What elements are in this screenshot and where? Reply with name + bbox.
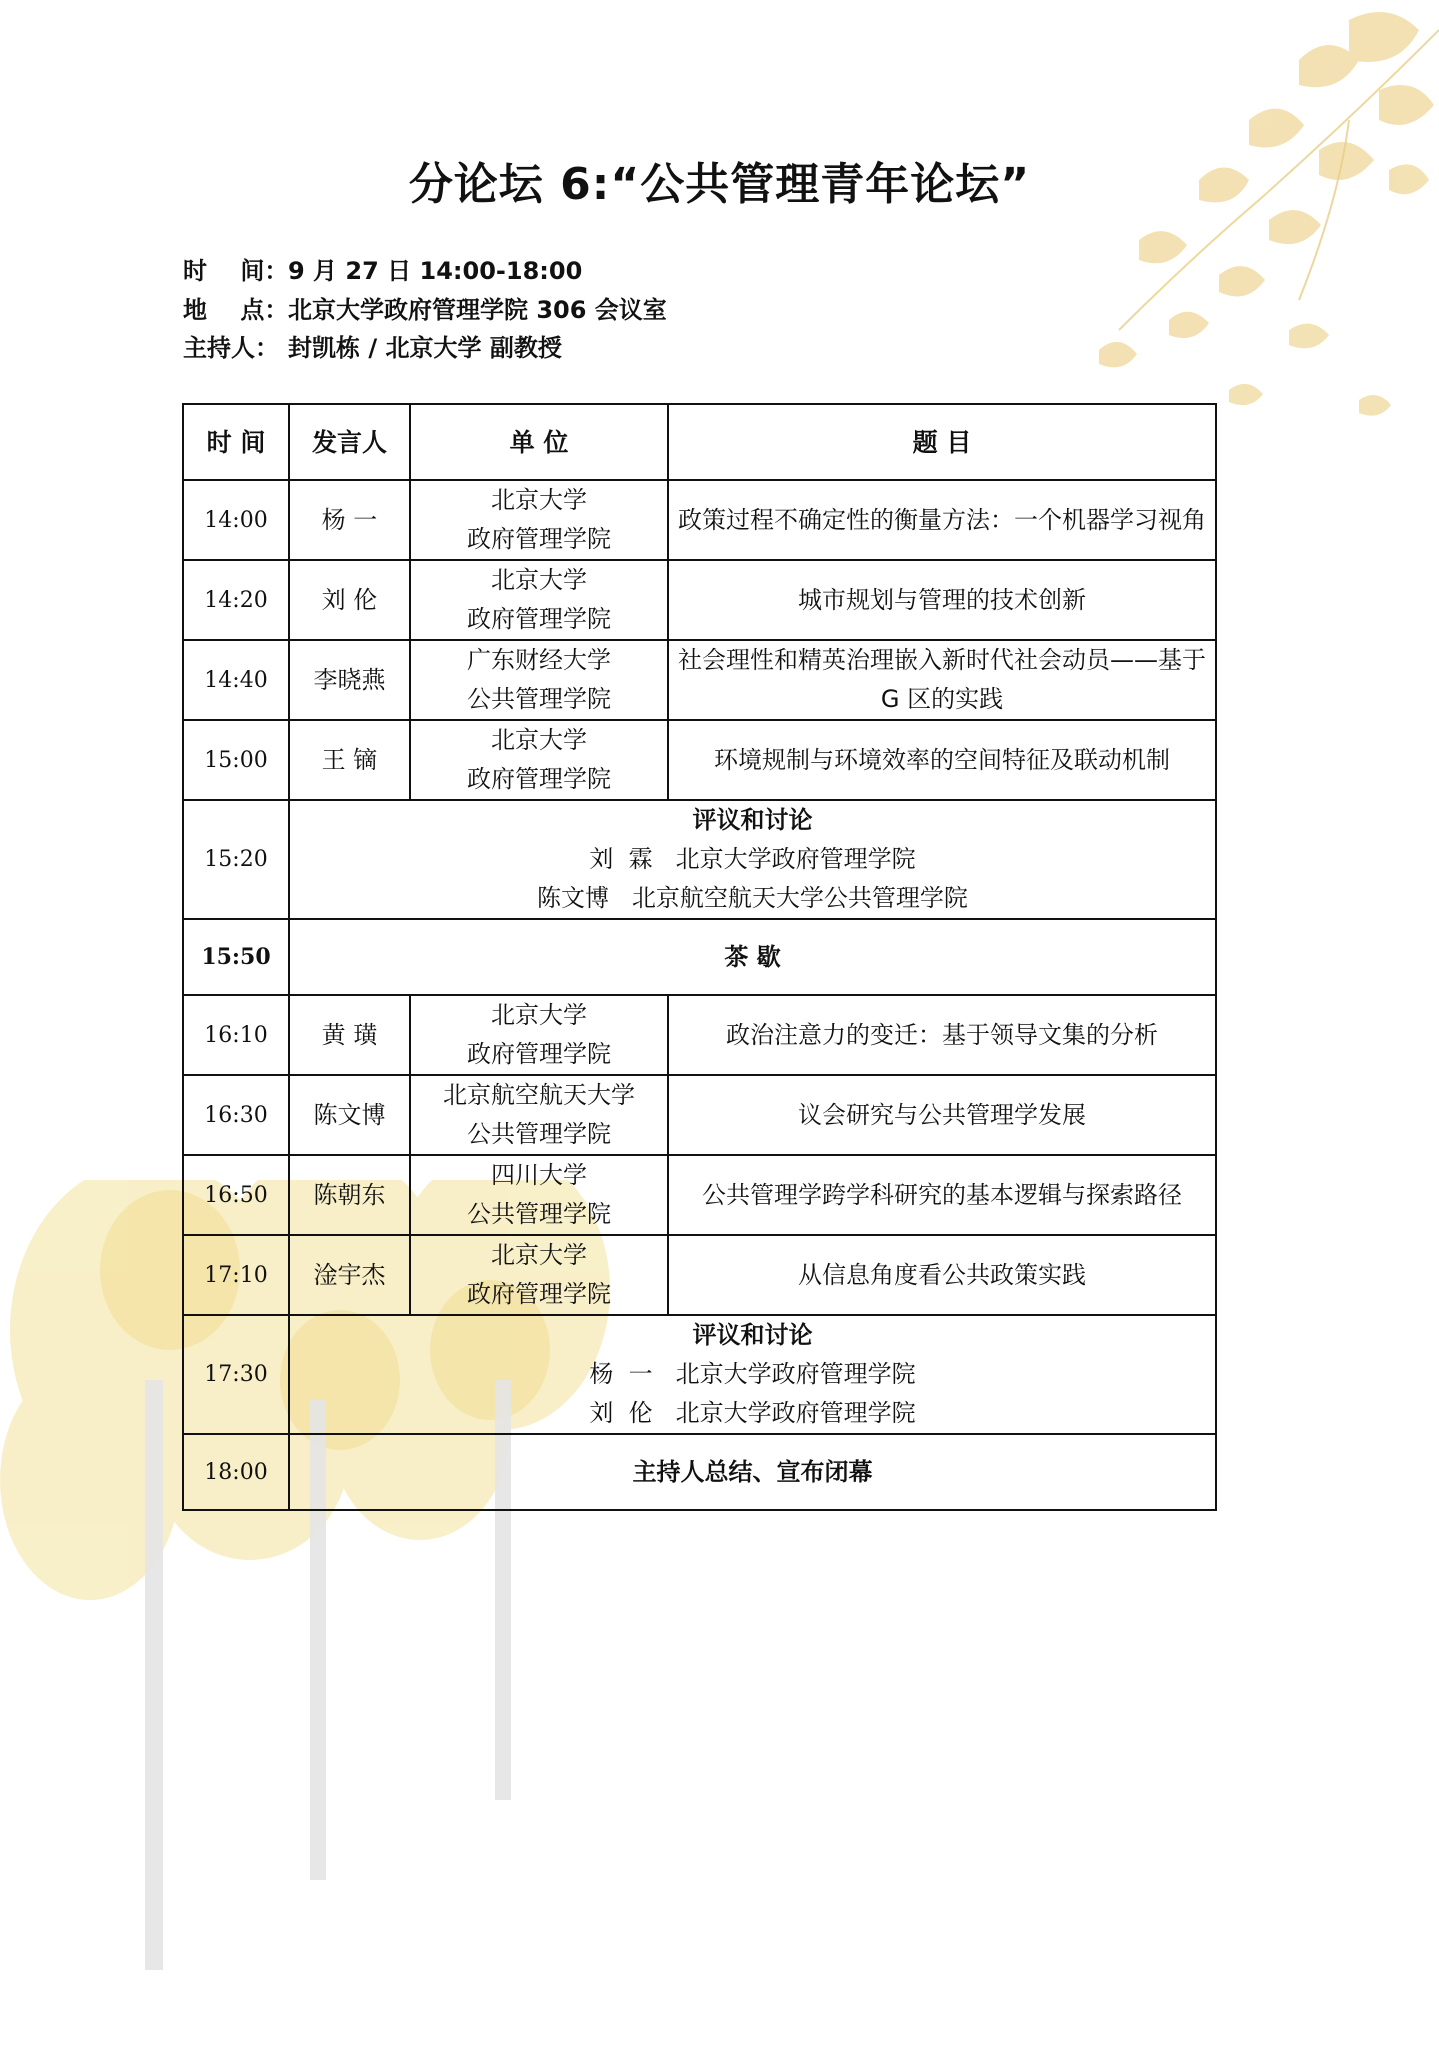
table-row <box>183 480 1216 560</box>
row-time: 14:40 <box>183 640 289 720</box>
row-unit <box>410 1235 668 1315</box>
row-time: 16:10 <box>183 995 289 1075</box>
unit-line-2: 政府管理学院 <box>467 1040 611 1068</box>
unit-line-2: 政府管理学院 <box>467 525 611 553</box>
host-value: 封凯栋 / 北京大学 副教授 <box>288 334 562 362</box>
header-speaker: 发言人 <box>289 404 410 480</box>
unit-line-2: 政府管理学院 <box>467 605 611 633</box>
row-topic: 议会研究与公共管理学发展 <box>668 1075 1216 1155</box>
unit-line-1: 北京大学 <box>491 566 587 594</box>
unit-line-1: 广东财经大学 <box>467 646 611 674</box>
discussant-line: 杨 一 北京大学政府管理学院 <box>589 1360 916 1388</box>
unit-line-1: 北京大学 <box>491 1241 587 1269</box>
row-unit <box>410 995 668 1075</box>
table-row <box>183 1075 1216 1155</box>
unit-line-2: 政府管理学院 <box>467 765 611 793</box>
header-unit: 单 位 <box>410 404 668 480</box>
row-topic: 城市规划与管理的技术创新 <box>668 560 1216 640</box>
time-label: 时 间： <box>183 257 289 285</box>
break-label: 茶 歇 <box>289 919 1216 995</box>
unit-line-1: 北京大学 <box>491 1001 587 1029</box>
row-time: 17:30 <box>183 1315 289 1434</box>
place-label: 地 点： <box>183 295 289 324</box>
schedule-table <box>182 403 1217 1511</box>
row-speaker: 杨 一 <box>289 480 410 560</box>
unit-line-1: 北京航空航天大学 <box>443 1081 635 1109</box>
row-unit <box>410 1155 668 1235</box>
row-speaker: 陈文博 <box>289 1075 410 1155</box>
row-speaker: 王 镝 <box>289 720 410 800</box>
row-time: 14:00 <box>183 480 289 560</box>
row-topic: 环境规制与环境效率的空间特征及联动机制 <box>668 720 1216 800</box>
row-time: 16:50 <box>183 1155 289 1235</box>
row-time: 15:50 <box>183 919 289 995</box>
row-speaker: 陈朝东 <box>289 1155 410 1235</box>
table-row <box>183 720 1216 800</box>
row-unit <box>410 640 668 720</box>
table-row <box>183 1235 1216 1315</box>
closing-label: 主持人总结、宣布闭幕 <box>289 1434 1216 1510</box>
discussion-row <box>183 1315 1216 1434</box>
discussion-cell <box>289 800 1216 919</box>
row-topic: 政治注意力的变迁：基于领导文集的分析 <box>668 995 1216 1075</box>
unit-line-1: 四川大学 <box>491 1161 587 1189</box>
break-row <box>183 919 1216 995</box>
discussion-row <box>183 800 1216 919</box>
unit-line-2: 公共管理学院 <box>467 685 611 713</box>
table-row <box>183 1155 1216 1235</box>
table-row <box>183 640 1216 720</box>
header-topic: 题 目 <box>668 404 1216 480</box>
row-time: 14:20 <box>183 560 289 640</box>
row-speaker: 刘 伦 <box>289 560 410 640</box>
closing-row <box>183 1434 1216 1510</box>
table-row <box>183 560 1216 640</box>
time-value: 9 月 27 日 14:00-18:00 <box>288 257 583 285</box>
unit-line-1: 北京大学 <box>491 726 587 754</box>
place-value: 北京大学政府管理学院 306 会议室 <box>288 295 667 324</box>
header-time: 时 间 <box>183 404 289 480</box>
unit-line-1: 北京大学 <box>491 486 587 514</box>
ginkgo-leaves-decoration <box>1019 0 1439 470</box>
discussion-cell <box>289 1315 1216 1434</box>
row-time: 15:00 <box>183 720 289 800</box>
row-topic: 公共管理学跨学科研究的基本逻辑与探索路径 <box>668 1155 1216 1235</box>
session-info <box>183 252 667 368</box>
table-row <box>183 995 1216 1075</box>
row-unit <box>410 480 668 560</box>
discussant-line: 刘 霖 北京大学政府管理学院 <box>589 845 916 873</box>
host-info <box>183 329 667 368</box>
row-topic: 社会理性和精英治理嵌入新时代社会动员——基于 G 区的实践 <box>668 640 1216 720</box>
place-info <box>183 291 667 330</box>
row-time: 18:00 <box>183 1434 289 1510</box>
time-info <box>183 252 667 291</box>
row-unit <box>410 1075 668 1155</box>
host-label: 主持人： <box>183 334 279 362</box>
row-time: 15:20 <box>183 800 289 919</box>
row-unit <box>410 720 668 800</box>
discussion-heading: 评议和讨论 <box>692 1321 813 1349</box>
unit-line-2: 政府管理学院 <box>467 1280 611 1308</box>
row-speaker: 李晓燕 <box>289 640 410 720</box>
row-speaker: 淦宇杰 <box>289 1235 410 1315</box>
discussion-heading: 评议和讨论 <box>692 806 813 834</box>
row-topic: 从信息角度看公共政策实践 <box>668 1235 1216 1315</box>
row-time: 17:10 <box>183 1235 289 1315</box>
page-title: 分论坛 6:“公共管理青年论坛” <box>408 159 1031 210</box>
unit-line-2: 公共管理学院 <box>467 1200 611 1228</box>
unit-line-2: 公共管理学院 <box>467 1120 611 1148</box>
discussant-line: 刘 伦 北京大学政府管理学院 <box>589 1399 916 1427</box>
row-speaker: 黄 璜 <box>289 995 410 1075</box>
row-unit <box>410 560 668 640</box>
discussant-line: 陈文博 北京航空航天大学公共管理学院 <box>537 884 968 912</box>
table-header-row <box>183 404 1216 480</box>
row-time: 16:30 <box>183 1075 289 1155</box>
row-topic: 政策过程不确定性的衡量方法：一个机器学习视角 <box>668 480 1216 560</box>
